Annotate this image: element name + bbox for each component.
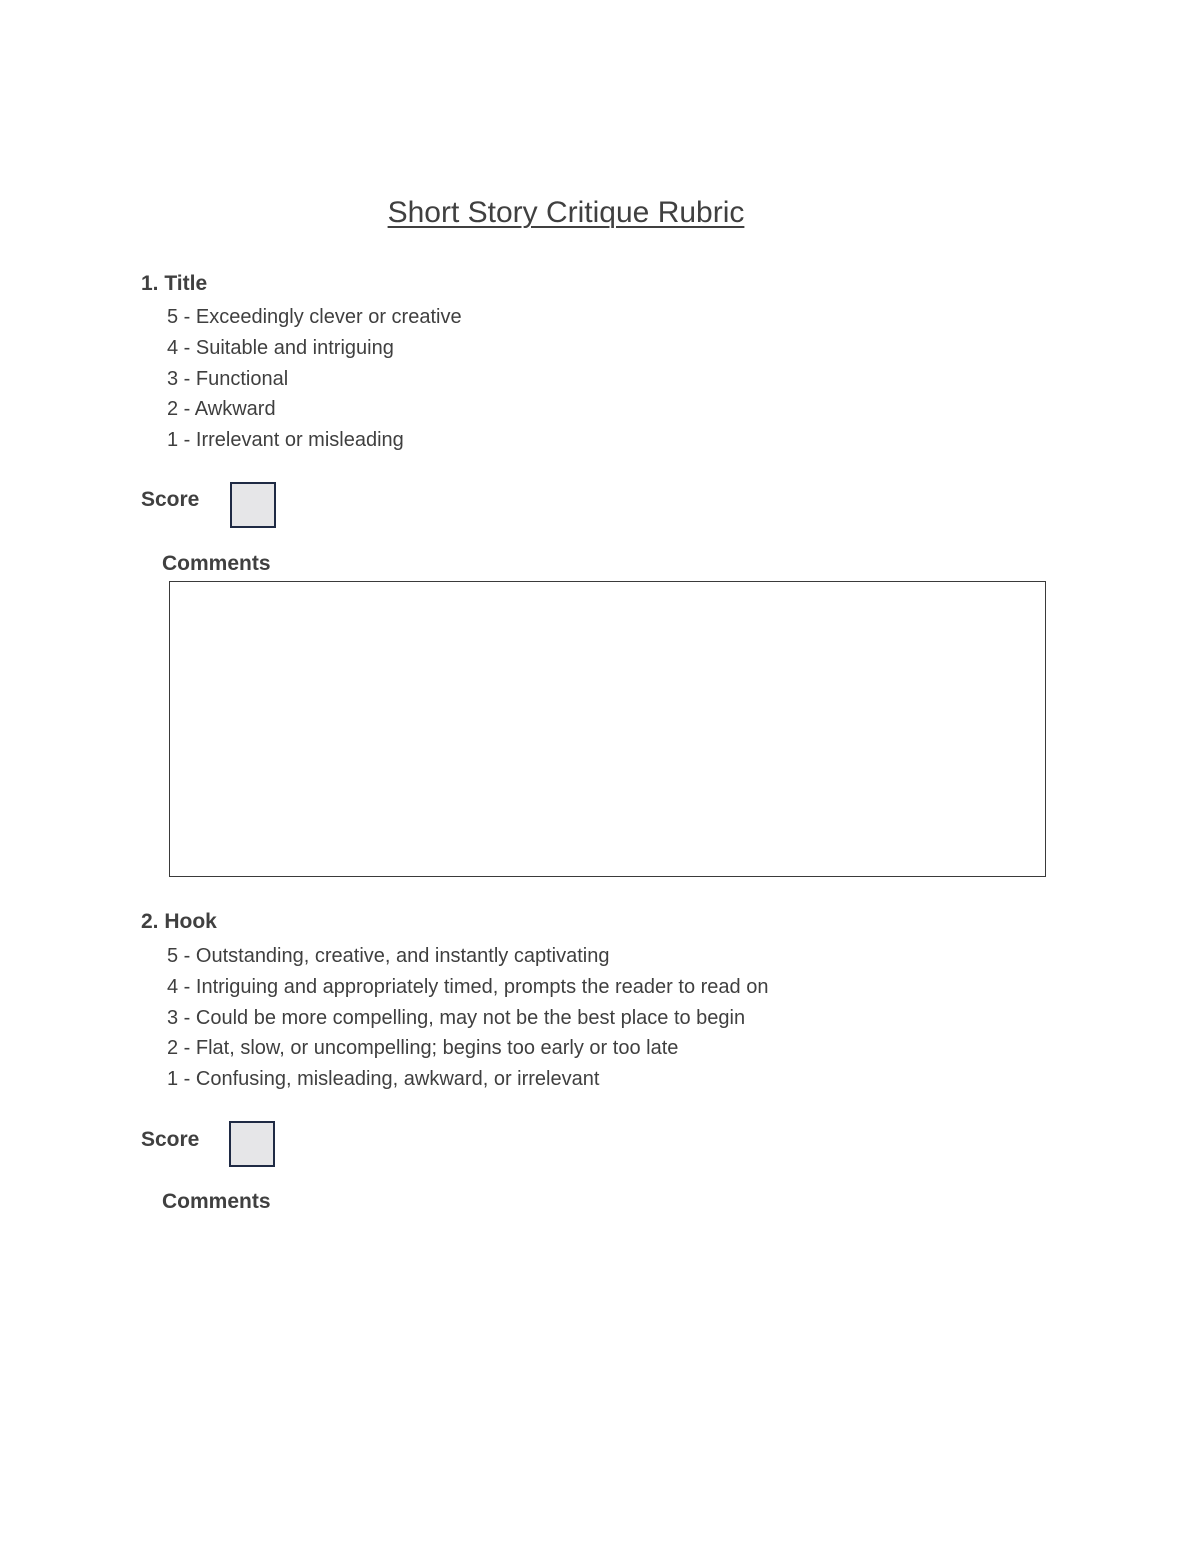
section-heading-title: 1. Title	[141, 272, 208, 295]
criterion-item: 4 - Suitable and intriguing	[167, 336, 394, 359]
criteria-list-title	[167, 302, 462, 456]
criterion-item: 3 - Functional	[167, 367, 289, 390]
page-title: Short Story Critique Rubric	[387, 196, 745, 229]
score-input-hook[interactable]	[229, 1121, 275, 1167]
criterion-item: 4 - Intriguing and appropriately timed, prompts the reader to read on	[167, 975, 769, 998]
score-label: Score	[141, 488, 200, 511]
criterion-item: 5 - Exceedingly clever or creative	[167, 306, 462, 328]
score-input-title[interactable]	[230, 482, 276, 528]
criterion-item: 5 - Outstanding, creative, and instantly captivating	[167, 945, 610, 967]
criterion-item: 2 - Awkward	[167, 398, 276, 421]
criterion-item: 1 - Confusing, misleading, awkward, or irrelevant	[167, 1068, 600, 1091]
criterion-item: 1 - Irrelevant or misleading	[167, 429, 404, 452]
section-heading-hook: 2. Hook	[141, 910, 217, 933]
score-label: Score	[141, 1128, 200, 1151]
comments-field-title[interactable]	[169, 581, 1046, 877]
criteria-list-hook	[167, 941, 768, 1095]
comments-label: Comments	[162, 552, 271, 575]
criterion-item: 2 - Flat, slow, or uncompelling; begins too early or too late	[167, 1037, 679, 1060]
comments-label: Comments	[162, 1190, 271, 1213]
criterion-item: 3 - Could be more compelling, may not be the best place to begin	[167, 1006, 746, 1029]
